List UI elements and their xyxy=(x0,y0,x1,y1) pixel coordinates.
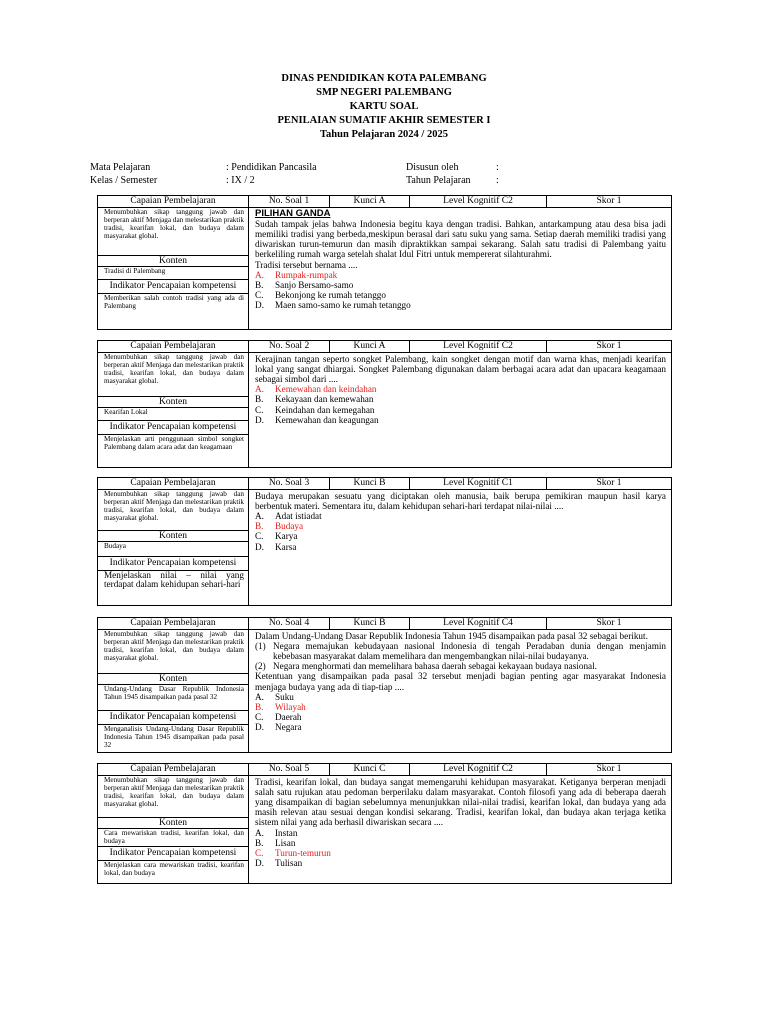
capaian-text: Menumbuhkan sikap tanggung jawab dan berperan aktif Menjaga dan melestarikan praktik tradisi, kearifan lokal, dan budaya dalam masyarakat global. xyxy=(104,629,244,663)
question-card-2 xyxy=(97,340,672,468)
card-left-panel xyxy=(98,764,249,883)
soal-number: No. Soal 5 xyxy=(249,764,330,775)
card-right-panel xyxy=(249,764,671,883)
soal-number: No. Soal 2 xyxy=(249,341,330,352)
konten-heading: Konten xyxy=(98,817,248,830)
question-stem: Tradisi, kearifan lokal, dan budaya sangat memengaruhi kehidupan masyarakat. Ketiganya berperan menjadi salah satu rujukan atau pedoman berperilaku dalam masyarakat. Contoh filosofi yang ada di beberapa daerah yang disampaikan di bagian sebelumnya menunjukkan nilai-nilai tradisi, kearifan lokal, dan budaya yang ada masih relevan atau sesuai dengan kondisi sekarang. Tradisi, kearifan lokal, dan budaya akan terjaga ketika sistem nilai yang ada berhasil diwariskan secara .... xyxy=(255,776,666,828)
question-prompt: Tradisi tersebut bernama .... xyxy=(255,259,358,270)
soal-number: No. Soal 3 xyxy=(249,478,330,489)
question-body xyxy=(249,208,671,313)
option-c: C. Turun-temurun xyxy=(255,847,331,858)
option-d: D. Maen samo-samo ke rumah tetanggo xyxy=(255,300,411,311)
meta-info xyxy=(90,162,690,187)
indikator-text: Menjelaskan nilai – nilai yang terdapat dalam kehidupan sehari-hari xyxy=(104,569,244,590)
option-a: A. Rumpak-rumpak xyxy=(255,269,338,280)
header-year: Tahun Pelajaran 2024 / 2025 xyxy=(320,129,448,140)
section-title: PILIHAN GANDA xyxy=(255,207,331,219)
capaian-heading: Capaian Pembelajaran xyxy=(98,341,248,353)
skor: Skor 1 xyxy=(596,618,622,628)
header-assessment: PENILAIAN SUMATIF AKHIR SEMESTER I xyxy=(277,115,491,126)
level-kognitif: Level Kognitif C4 xyxy=(410,618,547,629)
disusun-label: Disusun oleh xyxy=(406,162,459,173)
konten-text: Undang-Undang Dasar Republik Indonesia Tahun 1945 disampaikan pada pasal 32 xyxy=(104,685,244,702)
question-card-5 xyxy=(97,763,672,884)
soal-number: No. Soal 4 xyxy=(249,618,330,629)
card-left-panel xyxy=(98,196,249,329)
card-right-panel xyxy=(249,478,671,605)
soal-number: No. Soal 1 xyxy=(249,196,330,207)
konten-text: Tradisi di Palembang xyxy=(104,267,166,275)
pasal-point-2: (2) Negara menghormati dan memelihara bahasa daerah sebagai kekayaan budaya nasional. xyxy=(255,661,597,672)
card-right-panel xyxy=(249,341,671,467)
question-prompt: Ketentuan yang disampaikan pada pasal 32 tersebut menjadi bagian penting agar masyarakat Indonesia menjaga budaya yang ada di tiap-tiap .... xyxy=(255,671,666,692)
question-body xyxy=(249,776,671,871)
header-school: SMP NEGERI PALEMBANG xyxy=(316,87,452,98)
option-b: B. Budaya xyxy=(255,521,304,532)
question-stem: Sudah tampak jelas bahwa Indonesia begitu kaya dengan tradisi. Bahkan, antarkampung atau desa bisa jadi memiliki tradisi yang berbeda,meskipun berasal dari satu suku yang sama. Setiap daerah memiliki tradisi yang diwariskan turun-temurun dan masih dipraktikkan sampai sekarang. Salah satu tradisi di Palembang yaitu berkeliling rumah warga setelah shalat Idul Fitri untuk mempererat silahturahmi. xyxy=(255,218,666,260)
card-info-row xyxy=(249,478,671,490)
konten-text: Cara mewariskan tradisi, kearifan lokal, dan budaya xyxy=(104,829,244,846)
card-info-row xyxy=(249,341,671,353)
card-left-panel xyxy=(98,341,249,467)
konten-text: Budaya xyxy=(104,542,126,550)
skor: Skor 1 xyxy=(596,478,622,488)
indikator-text: Menjelaskan arti penggunaan simbol songket Palembang dalam acara adat dan keagamaan xyxy=(104,434,244,451)
question-card-1 xyxy=(97,195,672,330)
level-kognitif: Level Kognitif C1 xyxy=(410,478,547,489)
indikator-text: Memberikan salah contoh tradisi yang ada di Palembang xyxy=(104,293,244,310)
option-a: A. Instan xyxy=(255,827,298,838)
kunci: Kunci A xyxy=(330,196,410,207)
option-c: C. Karya xyxy=(255,531,298,542)
skor: Skor 1 xyxy=(596,764,622,774)
indikator-text: Menjelaskan cara mewariskan tradisi, kearifan lokal, dan budaya xyxy=(104,860,244,877)
option-a: A. Suku xyxy=(255,691,294,702)
konten-heading: Konten xyxy=(98,396,248,409)
option-d: D. Tulisan xyxy=(255,858,303,869)
option-d: D. Negara xyxy=(255,722,302,733)
option-b: B. Sanjo Bersamo-samo xyxy=(255,279,354,290)
capaian-heading: Capaian Pembelajaran xyxy=(98,196,248,208)
skor: Skor 1 xyxy=(596,341,622,351)
question-body xyxy=(249,353,671,427)
konten-text: Kearifan Lokal xyxy=(104,408,148,416)
konten-heading: Konten xyxy=(98,530,248,543)
card-info-row xyxy=(249,764,671,776)
level-kognitif: Level Kognitif C2 xyxy=(410,764,547,775)
kunci: Kunci B xyxy=(330,478,410,489)
header-dinas: DINAS PENDIDIKAN KOTA PALEMBANG xyxy=(281,73,487,84)
option-b: B. Wilayah xyxy=(255,701,306,712)
level-kognitif: Level Kognitif C2 xyxy=(410,196,547,207)
option-b: B. Kekayaan dan kemewahan xyxy=(255,394,374,405)
card-left-panel xyxy=(98,618,249,752)
indikator-heading: Indikator Pencapaian kompetensi xyxy=(98,846,248,861)
option-c: C. Daerah xyxy=(255,712,302,723)
question-card-4 xyxy=(97,617,672,753)
capaian-text: Menumbuhkan sikap tanggung jawab dan berperan aktif Menjaga dan melestarikan praktik tradisi, kearifan lokal, dan budaya dalam masyarakat global. xyxy=(104,775,244,809)
card-right-panel xyxy=(249,196,671,329)
question-stem: Kerajinan tangan seperto songket Palembang, kain songket dengan motif dan warna khas, menjadi kearifan lokal yang sangat dhiargai. Songket Palembang digunakan dalam berbagai acara adat dan upacara keagamaan sebagai simbol dari .... xyxy=(255,353,666,384)
mapel-value: : Pendidikan Pancasila xyxy=(226,162,317,173)
question-body xyxy=(249,630,671,735)
level-kognitif: Level Kognitif C2 xyxy=(410,341,547,352)
kelas-value: : IX / 2 xyxy=(226,174,255,186)
option-a: A. Kemewahan dan keindahan xyxy=(255,384,377,395)
kelas-label: Kelas / Semester xyxy=(90,174,158,186)
header-title: KARTU SOAL xyxy=(349,101,419,112)
indikator-heading: Indikator Pencapaian kompetensi xyxy=(98,556,248,571)
indikator-heading: Indikator Pencapaian kompetensi xyxy=(98,279,248,294)
disusun-value: : xyxy=(496,162,499,173)
tahun-value: : xyxy=(496,174,499,186)
pasal-point-1: (1) Negara memajukan kebudayaan nasional Indonesia di tengah Peradaban dunia dengan menjamin kebebasan masyarakat dalam memelihara dan mengembangkan nilai-nilai budayanya. xyxy=(255,640,666,661)
option-c: C. Bekonjong ke rumah tetanggo xyxy=(255,290,386,301)
indikator-heading: Indikator Pencapaian kompetensi xyxy=(98,710,248,725)
capaian-heading: Capaian Pembelajaran xyxy=(98,764,248,776)
option-a: A. Adat istiadat xyxy=(255,510,322,521)
indikator-heading: Indikator Pencapaian kompetensi xyxy=(98,420,248,435)
question-stem: Budaya merupakan sesuatu yang diciptakan oleh manusia, baik berupa pemikiran maupun hasil karya berbentuk materi. Sementara itu, dalam kehidupan sehari-hari terdapat nilai-nilai .... xyxy=(255,490,666,511)
tahun-label: Tahun Pelajaran xyxy=(406,174,471,186)
capaian-heading: Capaian Pembelajaran xyxy=(98,618,248,630)
konten-heading: Konten xyxy=(98,255,248,268)
question-card-3 xyxy=(97,477,672,606)
capaian-text: Menumbuhkan sikap tanggung jawab dan berperan aktif Menjaga dan melestarikan praktik tradisi, kearifan lokal, dan budaya dalam masyarakat global. xyxy=(104,352,244,386)
capaian-text: Menumbuhkan sikap tanggung jawab dan berperan aktif Menjaga dan melestarikan praktik tradisi, kearifan lokal, dan budaya dalam masyarakat global. xyxy=(104,489,244,523)
option-d: D. Karsa xyxy=(255,541,297,552)
option-c: C. Keindahan dan kemegahan xyxy=(255,404,375,415)
mapel-label: Mata Pelajaran xyxy=(90,162,151,173)
kunci: Kunci B xyxy=(330,618,410,629)
card-left-panel xyxy=(98,478,249,605)
capaian-heading: Capaian Pembelajaran xyxy=(98,478,248,490)
konten-heading: Konten xyxy=(98,673,248,686)
document-header xyxy=(0,72,768,142)
capaian-text: Menumbuhkan sikap tanggung jawab dan berperan aktif Menjaga dan melestarikan praktik tradisi, kearifan lokal, dan budaya dalam masyarakat global. xyxy=(104,207,244,241)
option-b: B. Lisan xyxy=(255,837,296,848)
card-info-row xyxy=(249,618,671,630)
card-right-panel xyxy=(249,618,671,752)
question-stem: Dalam Undang-Undang Dasar Republik Indonesia Tahun 1945 disampaikan pada pasal 32 sebagai berikut. xyxy=(255,630,648,641)
option-d: D. Kemewahan dan keagungan xyxy=(255,414,379,425)
indikator-text: Menganalisis Undang-Undang Dasar Republik Indonesia Tahun 1945 disampaikan pada pasal 32 xyxy=(104,724,244,750)
question-body xyxy=(249,490,671,554)
kunci: Kunci A xyxy=(330,341,410,352)
skor: Skor 1 xyxy=(596,196,622,206)
card-info-row xyxy=(249,196,671,208)
kunci: Kunci C xyxy=(330,764,410,775)
